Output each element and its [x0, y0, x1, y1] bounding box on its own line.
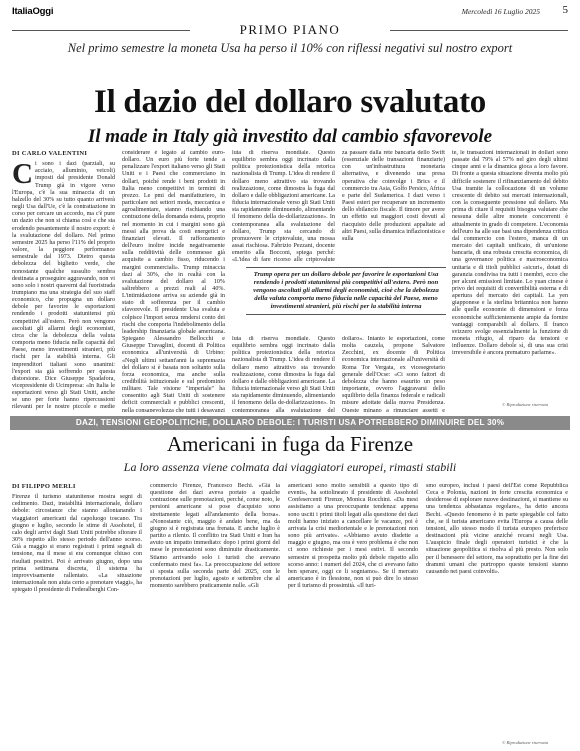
article2-column-2 — [150, 483, 280, 737]
article2-text-col1: Firenze il turismo statunitense mostra segni di cedimento. Dazi, instabilità internazionale, dollaro debole: circostanze che stanno allontanando i viaggiatori americani dal capoluogo toscano. Tra giugno e luglio, secondo le stime di Assohotel, il calo degli arrivi dagli Stati Uniti potrebbe sfiorare il 30% rispetto allo stesso periodo dell'anno scorso. Già a maggio si erano registrati i primi segnali di tensione, ma il mese si era comunque chiuso con risultati positivi. Poi è arrivato giugno, dopo una prima settimana discreta, il sistema ha improvvisamente rallentato. «La situazione internazionale non aiuta certo a prenotare viaggi», ha spiegato il presidente di Federalberghi Con- — [12, 494, 142, 594]
article-column-4 — [342, 150, 445, 263]
article-text-col4: za passare dalla rete bancaria dello Swift (essenziale delle transazioni finanziarie) con un'infrastruttura monetaria alternativa, e divenendo una presa operativa che coinvolge i Brics e il commercio tra Asia, Golfo Persico, Africa e parte del Sudamerica. I dazi verso i Paesi esteri per recuperare un incremento dello sbilancio fiscale. Il timore per avere un effetto sui maggiori costi dovuti al riacquisto delle produzioni appaltate ad altri Paesi, sulla dinamica inflazionistica e sulla — [342, 150, 445, 242]
article-column-4-lower — [342, 336, 445, 412]
pull-quote-rule-top — [246, 267, 446, 268]
article2-signature: © Riproduzione riservata — [502, 740, 548, 745]
pull-quote-rule-bottom — [246, 314, 446, 315]
section-header — [12, 22, 568, 38]
article2-column-4 — [426, 483, 568, 737]
article-subheadline: Il made in Italy già investito dal cambio sfavorevole — [87, 126, 493, 147]
article-text-col2: considerare è legato al cambio euro-dollaro. Un euro più forte tende a penalizzare l'export italiano verso gli Stati Uniti e i Paesi che commerciano in dollari, poiché rende i beni prodotti in Italia meno competitivi in termini di prezzo. Le pmi del manifatturiero, in particolare nei settori moda, meccanica e agroalimentare, stanno rischiando una contrazione della domanda estera, proprio nel momento in cui i margini sono già messi alla prova da costi energetici e finanziari elevati. Il rafforzamento dell'euro inoltre incide negativamente sulla redditività delle commesse già acquisite a cambio fisso, riducendo i margini commerciali». Trump minaccia dazi al 30%, che in realtà con la svalutazione del dollaro al 10% salirebbero a prezzi reali al 40%. L'intimidazione arriva su aziende già in stato di sofferenza per il cambio sfavorevole. Il presidente Usa svaluta e colpisce l'import senza rendersi conto dei rischi che comporta l'indebolimento della leadership finanziaria globale americana. Spiegano Alessandro Bellocchi e Giuseppe Travaglini, docenti di Politica economica all'università di Urbino: «Negli ultimi settant'anni la supremazia del dollaro si è basata non soltanto sulla forza economica, ma anche sulla credibilità istituzionale e sul predominio militare. Tale visione "imperiale" ha consentito agli Stati Uniti di sostenere deficit commerciali e pubblici crescenti, nella consapevolezza che tutti i desavanzi — [122, 150, 225, 412]
page-number: 5 — [562, 4, 568, 16]
article-text-col1: i sono i dazi (parziali, su acciaio, alluminio, veicoli) imposti dal presidente Donald Trump già in vigore verso l'Europa, c'è la sua minaccia di un balzello del 30% su tutto quanto arriverà negli Usa dall'Ue, c'è la contrattazione in corso per cercare un accordo, ma c'è pure un dazio che non si chiama così e che sta erodendo pesantemente il nostro export: è la svalutazione del dollaro. Nel primo semestre 2025 ha perso l'11% del proprio valore, la peggiore performance semestrale dal 1973. Dietro questa debolezza del biglietto verde, che nonostante qualche sussulto sembra destinata a proseguire aggravando, non vi sono solo i nostri quaverni dal fuoristrada trumpiano ma una strategia del suo staff economico, che propugna un dollaro debole per favorire le esportazioni rendendo i prodotti statunitensi più competitivi all'estero. Però non vengono ascoltati gli allarmi degli economisti, circa che la debolezza della valuta comporta meno fiducia nelle capacità del Paese, meno investimenti stranieri, più rischi per la stabilità interna. Gli imprenditori italiani sono unanimi: l'export sta già soffrendo per questa distorsione. Dice Giuseppe Spadafora, vicepresidente di Ucimpresa: «In Italia le esportazioni verso gli Stati Uniti, anche se uno per forte hanno ripercussioni rilevanti per le nostre piccole e medie — [12, 161, 115, 411]
article-column-1 — [12, 150, 115, 412]
masthead — [0, 6, 580, 20]
article2-column-3 — [288, 483, 418, 737]
article-column-3-lower — [232, 336, 335, 412]
article-byline: DI CARLO VALENTINI — [12, 150, 88, 157]
article-signature: © Riproduzione riservata — [502, 402, 548, 407]
section-rule-right — [390, 30, 568, 31]
drop-cap: C — [12, 158, 33, 191]
article-headline: Il dazio del dollaro svalutato — [94, 84, 486, 120]
section-banner: DAZI, TENSIONI GEOPOLITICHE, DOLLARO DEBOLE: I TURISTI USA POTREBBERO DIMINUIRE DEL 30% — [10, 416, 570, 430]
article-text-col3-lower: luta di riserva mondiale. Questo equilibrio sembra oggi incrinato dalla politica protezionistica della retorica nazionalista di Trump. L'idea di rendere il dollaro meno attrattivo sta trovando realizzazione, come dimostra la fuga dal dollaro e dalle obbligazioni americane. La fiducia internazionale verso gli Stati Uniti sta rapidamente diminuendo, alimentando il fenomeno della de-dollarizzazione». In contemporanea alla svalutazione del — [232, 336, 335, 412]
article2-column-1 — [12, 483, 142, 737]
article-kicker: Nel primo semestre la moneta Usa ha perso il 10% con riflessi negativi sul nostro export — [67, 41, 513, 55]
article2-subheadline: La loro assenza viene colmata dai viaggiatori europei, rimasti stabili — [123, 460, 457, 474]
article2-text-col3: americani sono molto sensibili a questo tipo di eventi», ha sottolineato il presidente di Assohotel Confesercenti Firenze, Monica Rocchini. «Da mesi assistiamo a una preoccupante tendenza: appena sono usciti i primi titoli legati alla questione dei dazi molti hanno iniziato a cancellare le vacanze, poi è arrivata la crisi mediorientale e le prenotazioni non sono più arrivate». «Abbiamo avuto disdette a maggio e giugno, ma ora è vero problema è che non ci sono richieste per i mesi estivi. Il secondo semestre si prospetta molto più debole rispetto allo scorso anno: i numeri del 2024, che ci avevano fatto ben sperare, oggi ce li sogniamo». Se il mercato americano è in flessione, non si può dire lo stesso per il turismo di prossimità. «Il turi- — [288, 483, 418, 590]
article2-text-col2: commercio Firenze, Francesco Bechi. «Già la questione dei dazi aveva portato a qualche contrazione sulle prenotazioni, perché, come noto, le persioni americane si pose d'acquisto sono strettamente legati all'andamento della borsa». «Nonostante ciò, maggio è andato bene, ma da giugno si è registrata una frenata. E anche luglio è partito a rilento. Il conflitto tra Stati Uniti e Iran ha avuto un impatto immediato: dopo i primi giorni del mese le prenotazioni sono diminuite drasticamente. Stiamo arrivando solo i turisti che avevano confermato mesi fa». La preoccupazione del settore si sposta sulla seconda parte del 2025, con le prenotazioni per luglio, agosto e settembre che al momento sarebbero praticamente nulle. «Gli — [150, 483, 280, 590]
article-column-3 — [232, 150, 335, 263]
article-text-col3: luta di riserva mondiale. Questo equilibrio sembra oggi incrinato dalla politica protezionistica della retorica nazionalista di Trump. L'idea di rendere il dollaro meno attrattivo sta trovando realizzazione, come dimostra la fuga dal dollaro e dalle obbligazioni americane. La fiducia internazionale verso gli Stati Uniti sta rapidamente diminuendo, alimentando il fenomeno della de-dollarizzazione». In contemporanea alla svalutazione del dollaro, Trump sta cercando di promuovere le criptovalute, una mossa assai rischiosa. Fabrizio Pezzani, docente emerito alla Bocconi, spiega perché: «L'idea di fare ricorso alle criptovalute — [232, 150, 335, 263]
section-title: PRIMO PIANO — [239, 22, 341, 37]
article2-headline: Americani in fuga da Firenze — [166, 432, 414, 456]
article-text-col5: te, le transazioni internazionali in dollari sono passate dal 79% al 57% nel giro degli ultimi cinque anni e la dinamica gioca a loro favore. Di fronte a questa situazione diventa molto più difficile sostenere il rifinanziamento del debito Usa tramite la collocazione di un volume crescente di debito sui mercati internazionali, con la conseguente pressione sul dollaro. Ma prima di citare il requisiti bisogna valutare che nessuna delle altre monete concorrenti è attualmente in grado di competere. L'economia dell'euro ha alle sue basi una dipendenza critica dal commercio con l'estero, manca di un mercato dei capitali unificato, di un'unione bancaria, di una robusta crescita economica, di una governance politica e macroeconomica unitaria e di titoli pubblici «sicuri», dotati di garanzia condivisa tra tutti i membri, ecco che per alcuni emissioni limitate. Lo yuan cinese è privo dei requisiti di convertibilità esterna e di apertura del mercato dei capitali. La yen giapponese e la sterlina britannica non hanno alle quelle economie di dimensioni e forza economiche sufficientemente ampie da fornire vantaggi comparabili al dollaro. Il franco svizzero svolge essenzialmente la funzione di moneta rifugio, al riparo da tensioni e influenze. Dollaro debole sì, di una sua crisi irreversibile è ancora prematuro parlarne». — [452, 150, 568, 357]
issue-date: Mercoledì 16 Luglio 2025 — [461, 7, 540, 16]
section-rule-left — [12, 30, 190, 31]
newspaper-logo: ItaliaOggi — [12, 6, 54, 17]
article-column-5 — [452, 150, 568, 400]
article2-byline: DI FILIPPO MERLI — [12, 483, 76, 490]
pull-quote — [246, 267, 446, 315]
pull-quote-text: Trump opera per un dollaro debole per favorire le esportazioni Usa rendendo i prodotti statunitensi più competitivi all'estero. Però non vengono ascoltati gli allarmi degli economisti, cioè che la debolezza della valuta comporta meno fiducia nelle capacità del Paese, meno investimenti stranieri, più rischi per la stabilità interna — [253, 271, 439, 311]
article-column-2 — [122, 150, 225, 412]
article-text-col4-lower: dollaro». Intanto le esportazioni, come molta cauzela, propone Salvatore Zecchini, ex docente di Politica economica internazionale all'università di Roma Tor Vergata, ex vicesegretario generale dell'Ocse: «Ci sono fattori di debolezza che hanno esaurito un peso importante, ovvero l'aggravarsi dello squilibrio della finanza federale e radicali misure adottate dalla nuova Presidenza. Queste minano a rinunciare assetti e — [342, 336, 445, 412]
article2-text-col4: smo europeo, inclusi i paesi dell'Est come Repubblica Ceca e Polonia, nazioni in forte crescita economica e desiderose di esplorare nuove destinazioni, si mantiene su una tendenza abbastanza regolare», ha detto ancora Bechi. «Questo fenomeno è in parte spiegabile col fatto che, se il turista americano evita l'Europa a causa delle tensioni, allo stesso modo il turista europeo preferisce destinazioni più vicine anziché recarsi negli Usa. L'auspicio finale degli operatori turistici è che la situazione geopolitica si risolva al più presto. Non solo per il benessere del settore, ma soprattutto per la fine dei drammi umani che purtroppo queste tensioni stanno causando nei paesi coinvolti». — [426, 483, 568, 575]
